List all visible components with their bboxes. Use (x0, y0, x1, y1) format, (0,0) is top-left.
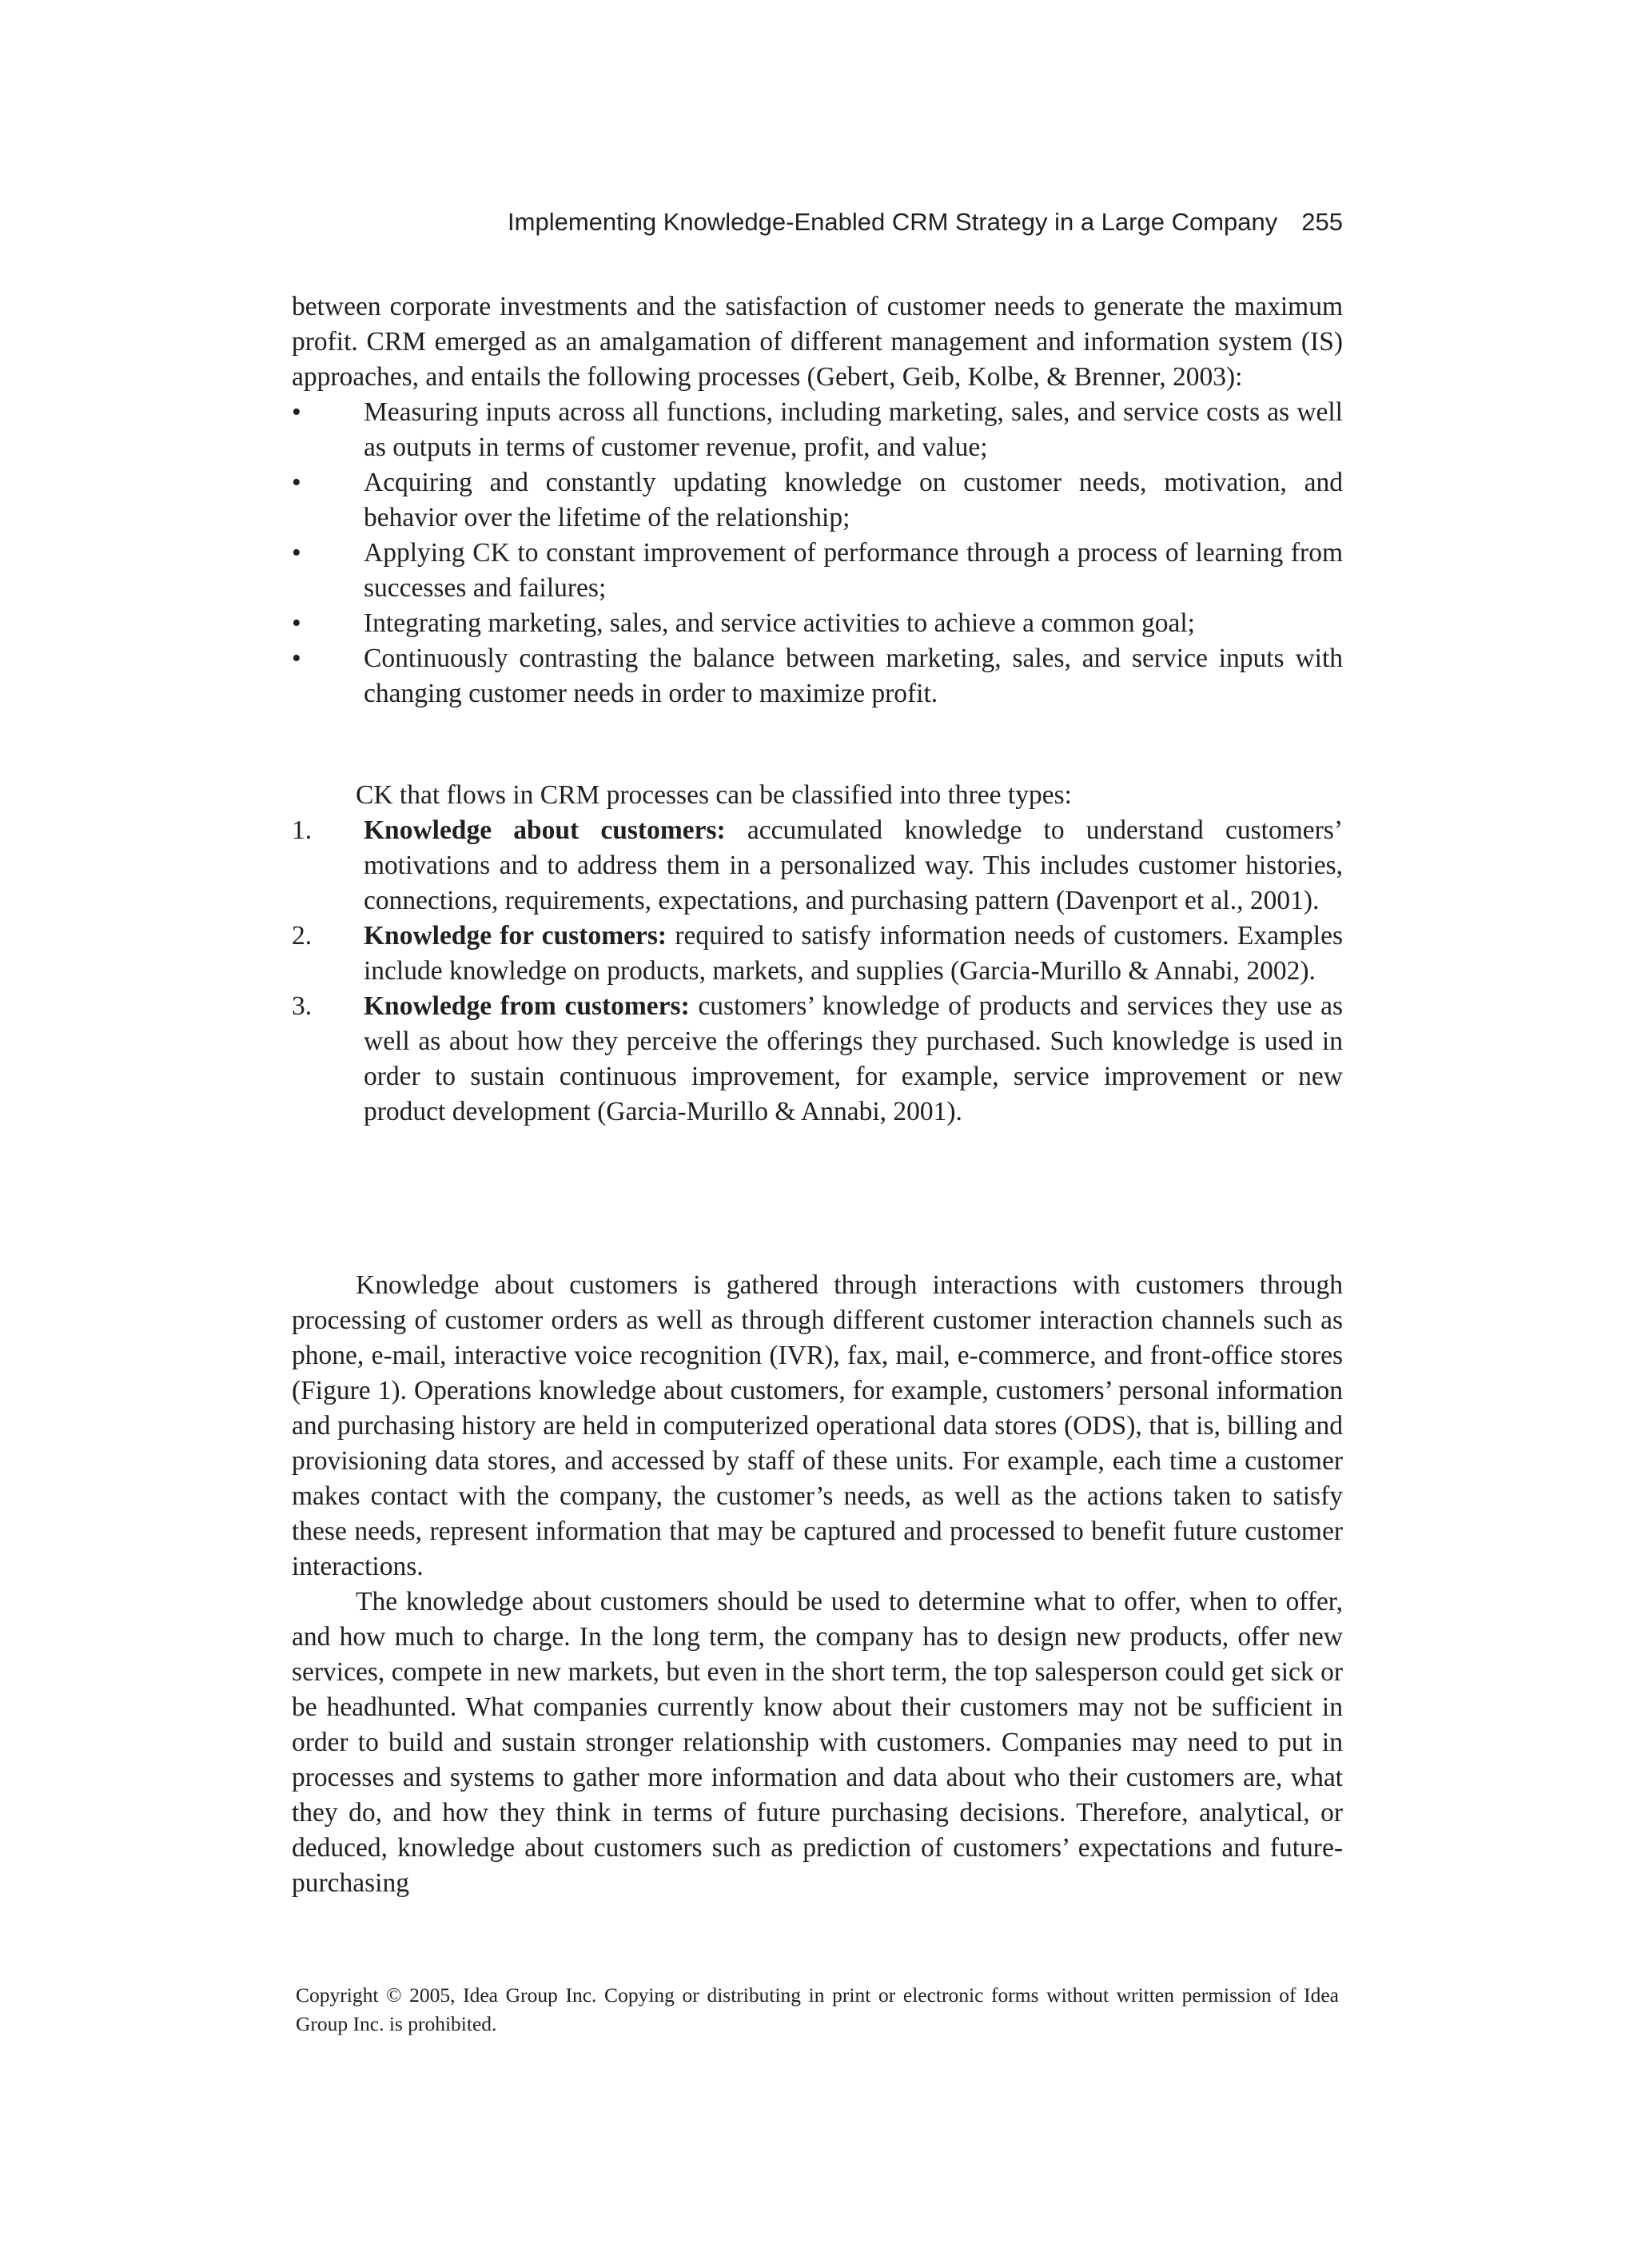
item-text: customers’ knowledge of products and services they use as well as about how they perceive the offerings they purchased. Such knowledge is used in order to sustain continuous improvement, for example, service improvement or new product development (Garcia-Murillo & Annabi, 2001). (364, 991, 1343, 1126)
item-term: Knowledge about customers: (364, 815, 726, 845)
bullet-item (292, 395, 1343, 465)
bullet-item (292, 465, 1343, 536)
item-term: Knowledge for customers: (364, 921, 667, 951)
copyright-footer: Copyright © 2005, Idea Group Inc. Copying or distributing in print or electronic forms without written permission of Idea Group Inc. is prohibited. (296, 1983, 1339, 2035)
knowledge-type-item (292, 989, 1343, 1130)
item-term: Knowledge from customers: (364, 991, 690, 1021)
bullet-item (292, 606, 1343, 641)
bullet-text: Measuring inputs across all functions, including marketing, sales, and service costs as well as outputs in terms of customer revenue, profit, and value; (364, 397, 1343, 462)
process-bullet-list (292, 395, 1343, 711)
body-paragraph: Knowledge about customers is gathered through interactions with customers through processing of customer orders as well as through different customer interaction channels such as phone, e-mail, interactive voice recognition (IVR), fax, mail, e-commerce, and front-office stores (Figure 1). Operations knowledge about customers, for example, customers’ personal information and purchasing history are held in computerized operational data stores (ODS), that is, billing and provisioning data stores, and accessed by staff of these units. For example, each time a customer makes contact with the company, the customer’s needs, as well as the actions taken to satisfy these needs, represent information that may be captured and processed to benefit future customer interactions. (292, 1270, 1343, 1581)
knowledge-types-list (292, 813, 1343, 1130)
bullet-marker: • (292, 468, 301, 497)
bullet-text: Acquiring and constantly updating knowledge on customer needs, motivation, and behavior over the lifetime of the relationship; (364, 468, 1343, 532)
intro-paragraph: between corporate investments and the satisfaction of customer needs to generate the maximum profit. CRM emerged as an amalgamation of different management and information system (IS) approaches, and entails the following processes (Gebert, Geib, Kolbe, & Brenner, 2003): (292, 292, 1343, 392)
bullet-text: Integrating marketing, sales, and service activities to achieve a common goal; (364, 608, 1195, 638)
body-section (292, 1268, 1343, 1901)
item-text: accumulated knowledge to understand customers’ motivations and to address them in a personalized way. This includes customer histories, connections, requirements, expectations, and purchasing pattern (Davenport et al., 2001). (364, 815, 1343, 915)
bullet-section (292, 289, 1343, 711)
bullet-marker: • (292, 538, 301, 568)
types-intro: CK that flows in CRM processes can be classified into three types: (356, 780, 1072, 810)
bullet-marker: • (292, 608, 301, 638)
knowledge-type-item (292, 919, 1343, 989)
types-section (292, 778, 1343, 1130)
body-paragraph: The knowledge about customers should be used to determine what to offer, when to offer, and how much to charge. In the long term, the company has to design new products, offer new services, compete in new markets, but even in the short term, the top salesperson could get sick or be headhunted. What companies currently know about their customers may not be sufficient in order to build and sustain stronger relationship with customers. Companies may need to put in processes and systems to gather more information and data about who their customers are, what they do, and how they think in terms of future purchasing decisions. Therefore, analytical, or deduced, knowledge about customers such as prediction of customers’ expectations and future-purchasing (292, 1587, 1343, 1898)
bullet-item (292, 641, 1343, 711)
item-number: 1. (292, 815, 313, 845)
page-number: 255 (1301, 208, 1343, 236)
item-text: required to satisfy information needs of customers. Examples include knowledge on products, markets, and supplies (Garcia-Murillo & Annabi, 2002). (364, 921, 1343, 986)
bullet-marker: • (292, 644, 301, 673)
item-number: 2. (292, 921, 313, 951)
running-title: Implementing Knowledge-Enabled CRM Strategy in a Large Company (508, 208, 1278, 236)
bullet-text: Applying CK to constant improvement of performance through a process of learning from successes and failures; (364, 538, 1343, 603)
knowledge-type-item (292, 813, 1343, 919)
bullet-text: Continuously contrasting the balance between marketing, sales, and service inputs with changing customer needs in order to maximize profit. (364, 644, 1343, 708)
item-number: 3. (292, 991, 313, 1021)
running-head (292, 206, 1343, 238)
bullet-marker: • (292, 397, 301, 427)
bullet-item (292, 536, 1343, 606)
